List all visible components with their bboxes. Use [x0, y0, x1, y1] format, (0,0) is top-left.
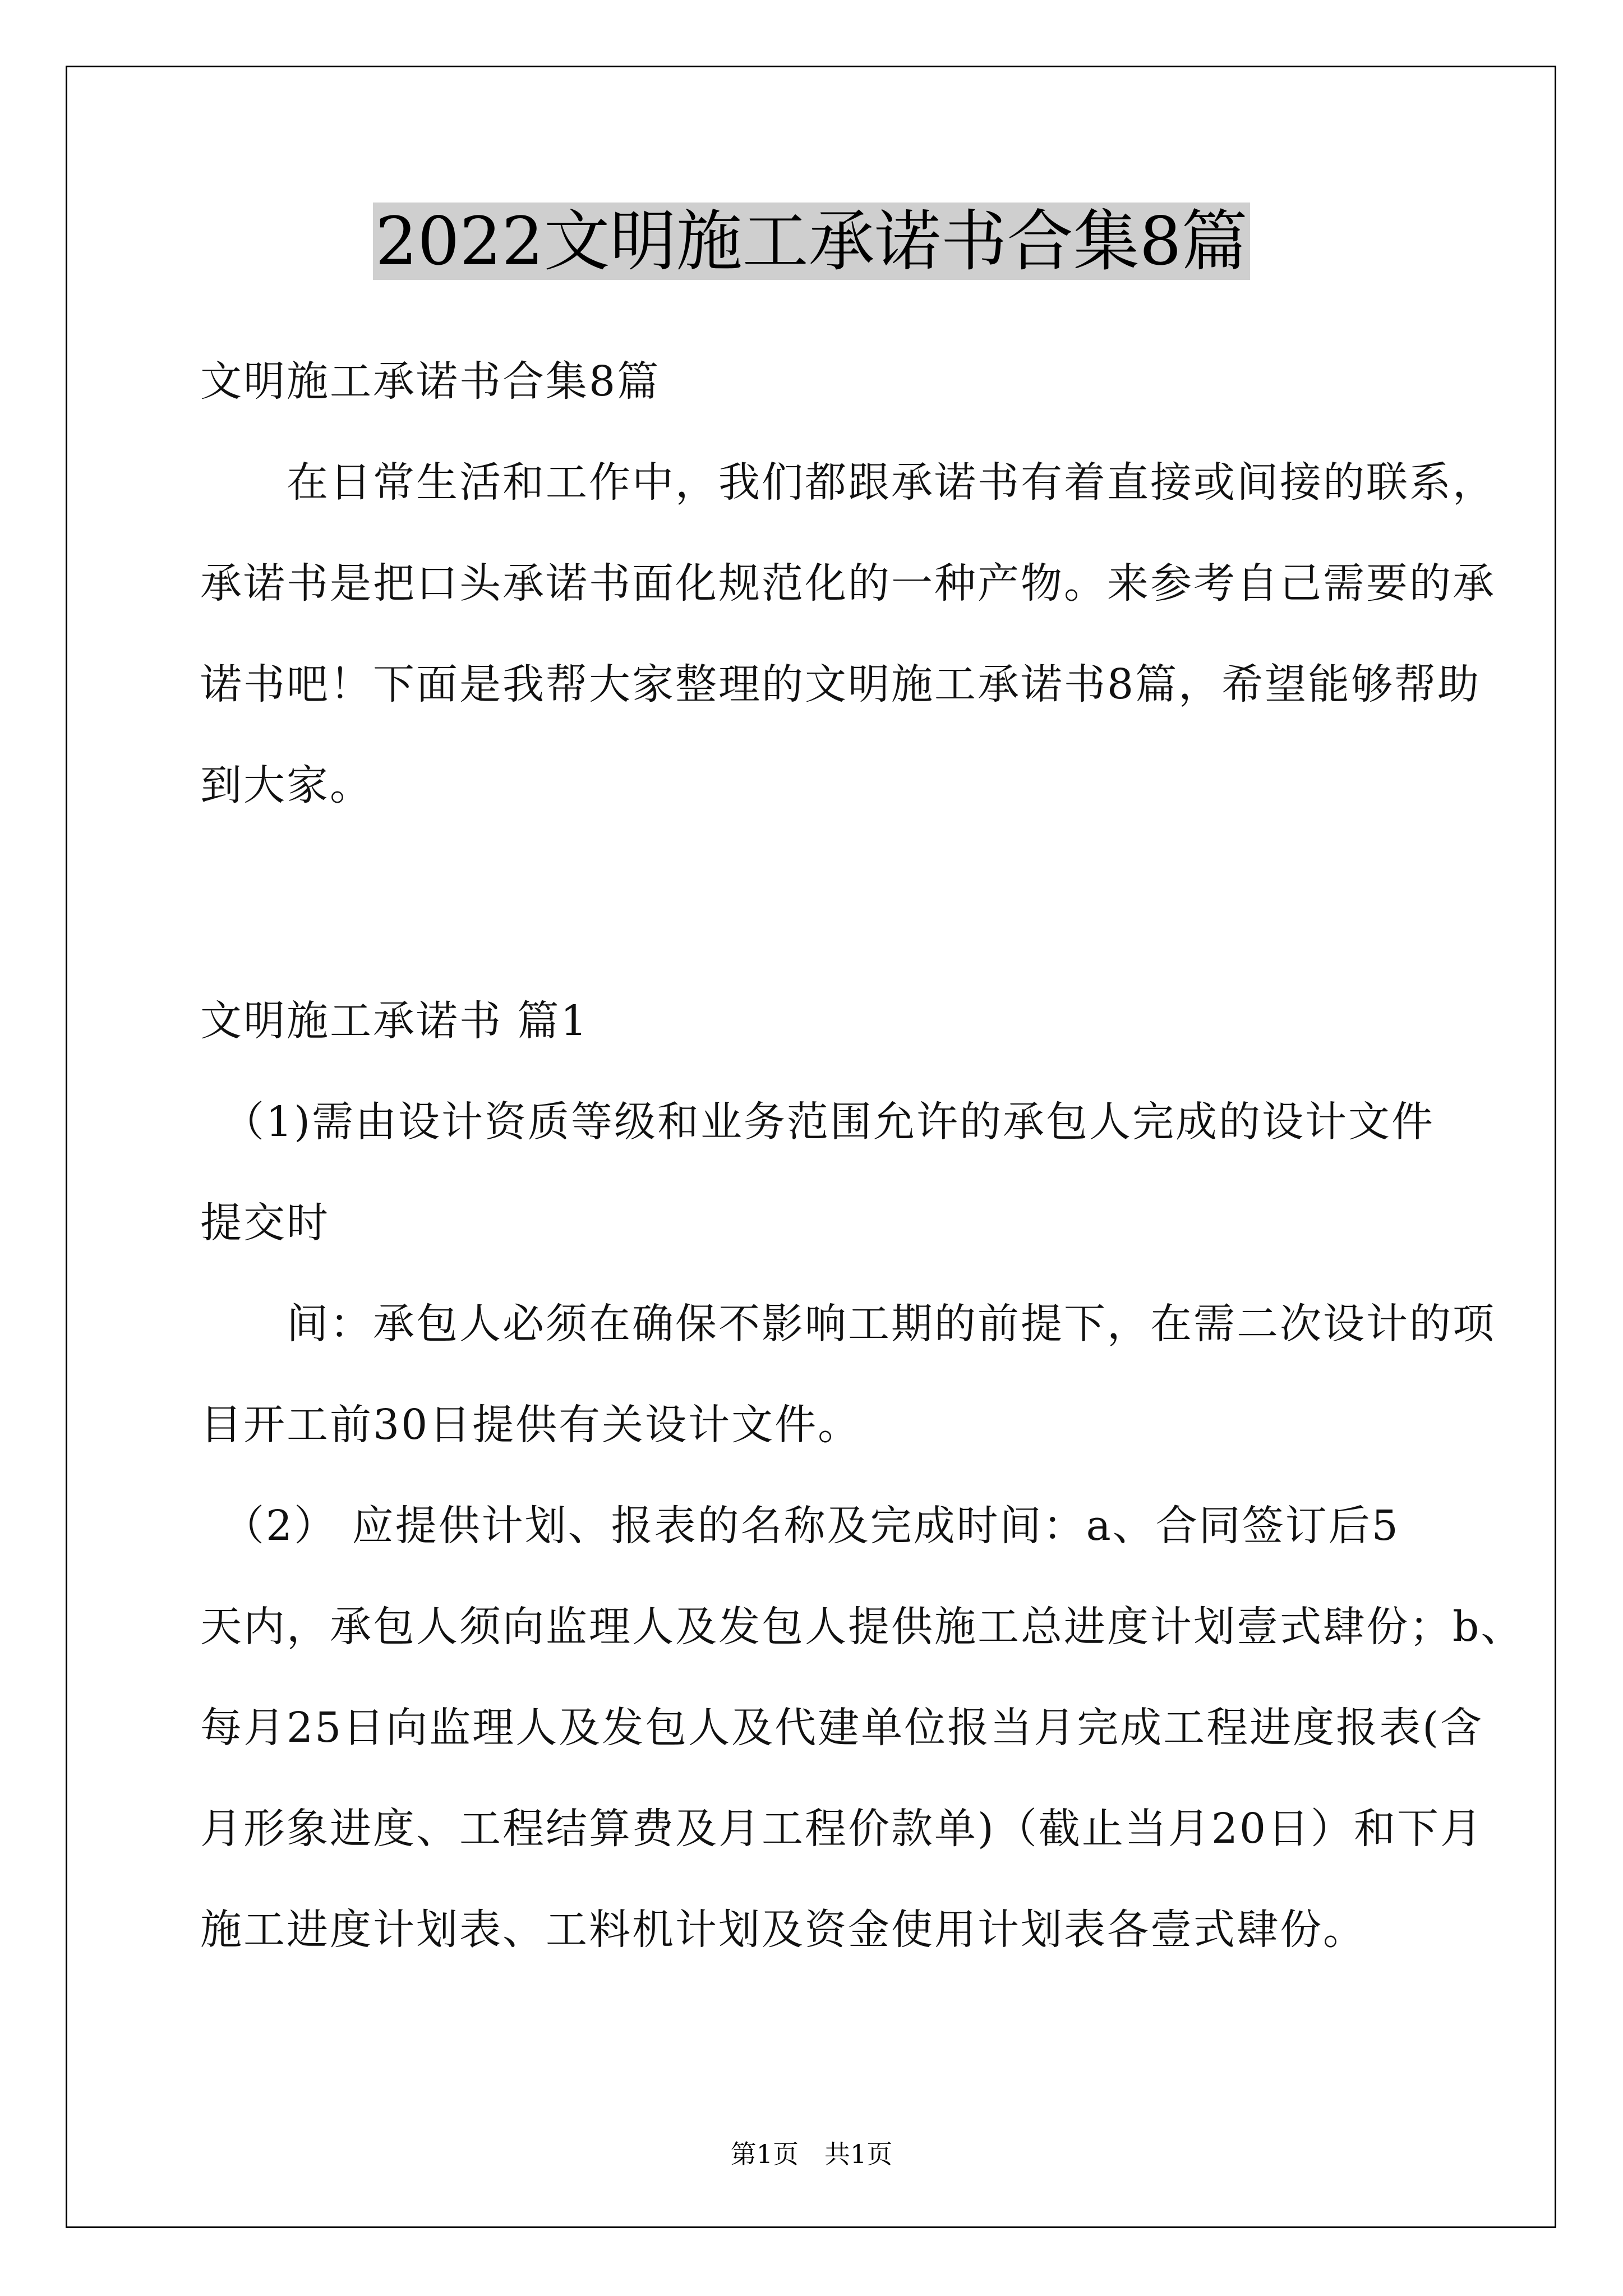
paragraph-line: （1)需由设计资质等级和业务范围允许的承包人完成的设计文件	[200, 1098, 1435, 1146]
paragraph-line: 每月25日向监理人及发包人及代建单位报当月完成工程进度报表(含	[200, 1704, 1484, 1752]
paragraph-line: 诺书吧！下面是我帮大家整理的文明施工承诺书8篇，希望能够帮助	[200, 660, 1481, 708]
paragraph-line: 提交时	[200, 1199, 330, 1247]
paragraph-line: 间：承包人必须在确保不影响工期的前提下，在需二次设计的项	[200, 1300, 1496, 1348]
paragraph-line: 目开工前30日提供有关设计文件。	[200, 1401, 861, 1449]
subtitle-line: 文明施工承诺书合集8篇	[200, 357, 661, 406]
page-footer: 第1页 共1页	[730, 2139, 893, 2169]
paragraph-line: 月形象进度、工程结算费及月工程价款单)（截止当月20日）和下月	[200, 1805, 1484, 1853]
paragraph-line: 承诺书是把口头承诺书面化规范化的一种产物。来参考自己需要的承	[200, 559, 1496, 608]
section-heading: 文明施工承诺书 篇1	[200, 997, 589, 1045]
paragraph-line: 天内，承包人须向监理人及发包人提供施工总进度计划壹式肆份；b、	[200, 1603, 1524, 1651]
document-title: 2022文明施工承诺书合集8篇	[0, 199, 1623, 283]
paragraph-line: 到大家。	[200, 761, 373, 809]
paragraph-line: （2） 应提供计划、报表的名称及完成时间：a、合同签订后5	[200, 1502, 1400, 1550]
paragraph-line: 在日常生活和工作中，我们都跟承诺书有着直接或间接的联系，	[200, 458, 1496, 507]
paragraph-line: 施工进度计划表、工料机计划及资金使用计划表各壹式肆份。	[200, 1906, 1366, 1954]
